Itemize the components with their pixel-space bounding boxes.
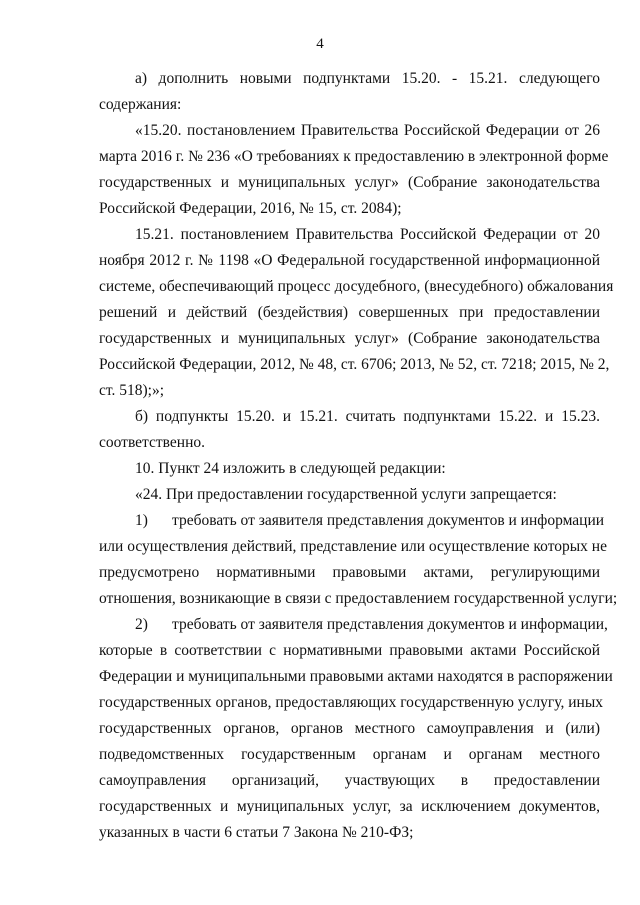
item-24-point-2-line-6: подведомственных государственным органам и органам местного (99, 746, 600, 763)
page-number: 4 (316, 36, 324, 52)
item-10-heading: 10. Пункт 24 изложить в следующей редакции: (135, 460, 446, 477)
paragraph-b-line-1: б) подпункты 15.20. и 15.21. считать подпунктами 15.22. и 15.23. (135, 408, 600, 425)
item-24-point-2-line-4: государственных органов, предоставляющих государственную услугу, иных (99, 694, 603, 711)
subitem-15-21-line-3: системе, обеспечивающий процесс досудебного, (внесудебного) обжалования (99, 278, 614, 295)
subitem-15-20-line-2: марта 2016 г. № 236 «О требованиях к предоставлению в электронной форме (99, 148, 609, 165)
point-number: 2) (135, 616, 148, 633)
item-24-point-2-line-1 (99, 615, 608, 635)
item-24-intro: «24. При предоставлении государственной услуги запрещается: (135, 486, 557, 503)
item-24-point-2-line-2: которые в соответствии с нормативными правовыми актами Российской (99, 642, 600, 659)
paragraph-a-line-2: содержания: (99, 96, 182, 113)
item-24-point-1-line-2: или осуществления действий, представление или осуществление которых не (99, 538, 607, 555)
item-24-point-1-line-1 (99, 511, 605, 531)
subitem-15-20-line-4: Российской Федерации, 2016, № 15, ст. 2084); (99, 200, 402, 217)
paragraph-a-line-1: а) дополнить новыми подпунктами 15.20. - 15.21. следующего (135, 70, 600, 87)
subitem-15-21-line-2: ноября 2012 г. № 1198 «О Федеральной государственной информационной (99, 252, 600, 269)
subitem-15-20-line-1: «15.20. постановлением Правительства Российской Федерации от 26 (135, 122, 600, 139)
subitem-15-21-line-1: 15.21. постановлением Правительства Российской Федерации от 20 (135, 226, 600, 243)
subitem-15-21-line-5: государственных и муниципальных услуг» (Собрание законодательства (99, 330, 600, 347)
subitem-15-21-line-7: ст. 518);»; (99, 382, 165, 399)
item-24-point-2-line-9: указанных в части 6 статьи 7 Закона № 210-ФЗ; (99, 824, 414, 841)
item-24-point-2-line-8: государственных и муниципальных услуг, за исключением документов, (99, 798, 600, 815)
item-24-point-2-line-7: самоуправления организаций, участвующих в предоставлении (99, 772, 600, 789)
point-text: требовать от заявителя представления документов и информации, (172, 616, 608, 633)
item-24-point-2-line-5: государственных органов, органов местного самоуправления и (или) (99, 720, 600, 737)
point-text: требовать от заявителя представления документов и информации (172, 512, 605, 529)
item-24-point-2-line-3: Федерации и муниципальными правовыми актами находятся в распоряжении (99, 668, 613, 685)
subitem-15-21-line-4: решений и действий (бездействия) совершенных при предоставлении (99, 304, 600, 321)
subitem-15-21-line-6: Российской Федерации, 2012, № 48, ст. 6706; 2013, № 52, ст. 7218; 2015, № 2, (99, 356, 610, 373)
paragraph-b-line-2: соответственно. (99, 434, 205, 451)
item-24-point-1-line-3: предусмотрено нормативными правовыми актами, регулирующими (99, 564, 600, 581)
subitem-15-20-line-3: государственных и муниципальных услуг» (Собрание законодательства (99, 174, 600, 191)
item-24-point-1-line-4: отношения, возникающие в связи с предоставлением государственной услуги; (99, 590, 618, 607)
point-number: 1) (135, 512, 148, 529)
